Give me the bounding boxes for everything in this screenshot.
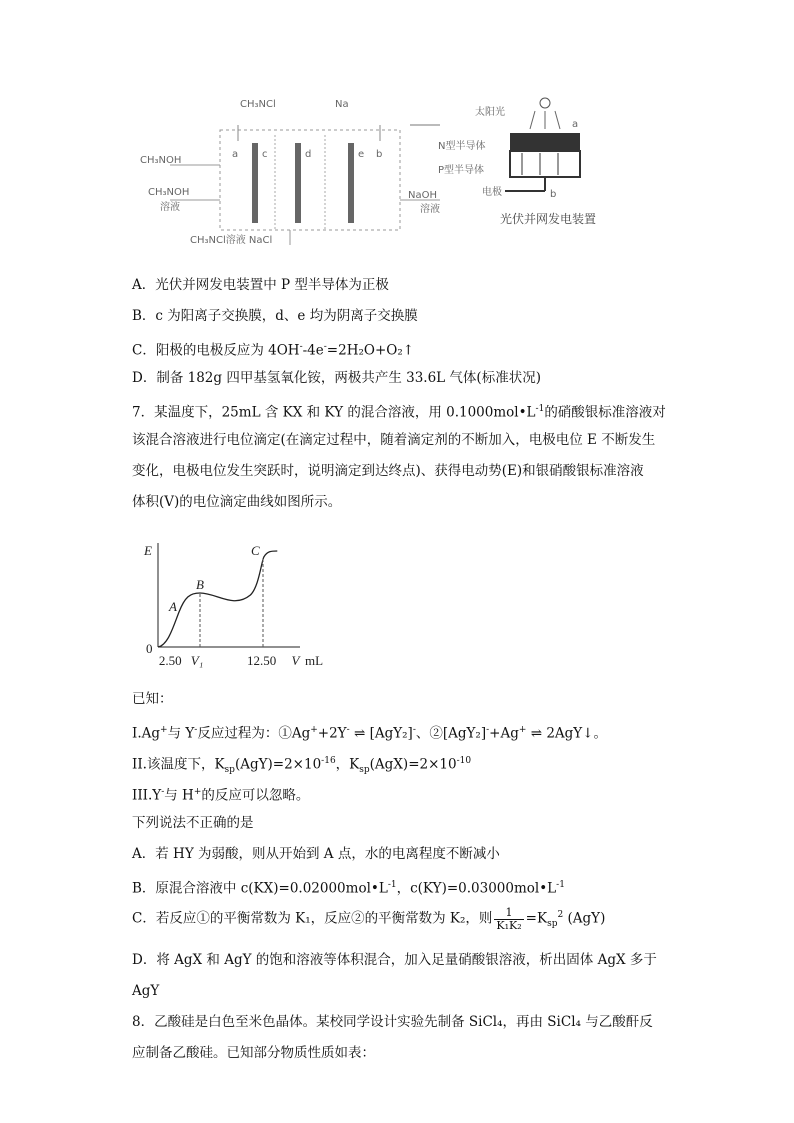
point-label-b: B — [196, 577, 204, 592]
q8-line-1: 8．乙酸硅是白色至米色晶体。某校同学设计实验先制备 SiCl₄，再由 SiCl₄ 与乙酸酐反 — [132, 1014, 653, 1030]
fig1-right-sub-label: 溶液 — [420, 204, 440, 215]
known-1-a: I.Ag — [132, 725, 161, 742]
known-1-s4: - — [346, 725, 350, 735]
q6-option-c-post: =2H₂O+O₂↑ — [326, 342, 415, 359]
tick-label-12-50: 12.50 — [247, 653, 277, 668]
q7-line-4: 体积(V)的电位滴定曲线如图所示。 — [132, 494, 342, 510]
q6-option-b: B．c 为阳离子交换膜，d、e 均为阴离子交换膜 — [132, 308, 418, 324]
q7-c-sup: 2 — [557, 910, 564, 920]
q7-option-d-line-2: AgY — [132, 983, 160, 999]
known-3-b: 与 H — [164, 787, 194, 804]
known-1-s3: + — [310, 725, 318, 735]
q6-option-c-pre: C．阳极的电极反应为 4OH — [132, 342, 300, 359]
known-1-s7: + — [518, 725, 527, 735]
known-1-g: +Ag — [489, 725, 519, 742]
q7-stem: 下列说法不正确的是 — [132, 815, 254, 831]
known-item-1 — [132, 721, 607, 743]
origin-label: 0 — [146, 641, 153, 656]
fig1-membrane-c: c — [262, 149, 268, 160]
y-axis-label: E — [144, 543, 152, 558]
known-item-3 — [132, 783, 309, 805]
known-2-sup2: -10 — [456, 756, 472, 766]
q6-option-c-mid: -4e — [302, 342, 324, 359]
q7-option-d-line-1: D．将 AgX 和 AgY 的饱和溶液等体积混合，加入足量硝酸银溶液，析出固体 AgX 多于 — [132, 952, 657, 968]
pv-n-semiconductor-label: N型半导体 — [438, 141, 486, 152]
known-1-b: 与 Y — [167, 725, 195, 742]
pv-p-semiconductor-label: P型半导体 — [438, 165, 485, 176]
known-2-sub2: sp — [359, 765, 370, 776]
point-label-c: C — [251, 543, 260, 558]
q7-b-pre: B．原混合溶液中 c(KX)=0.02000mol•L — [132, 880, 388, 897]
electrolysis-figure — [140, 95, 620, 255]
q6-option-c — [132, 338, 414, 360]
q7-c-post: (AgY) — [563, 910, 606, 927]
tick-label-2-50: 2.50 — [158, 653, 182, 668]
known-1-eq2: ⇌ — [526, 725, 547, 742]
q7-b-sup2: -1 — [556, 880, 565, 890]
q6-option-c-sup: - — [299, 342, 303, 352]
fig1-left-upper-label: CH₃NOH — [140, 155, 182, 166]
known-item-2 — [132, 752, 471, 779]
known-1-s2: - — [194, 725, 198, 735]
q7-c-num: 1 — [494, 907, 523, 920]
q7-c-pre: C．若反应①的平衡常数为 K₁，反应②的平衡常数为 K₂，则 — [132, 910, 493, 927]
fig1-membrane-d: d — [305, 149, 312, 160]
fig1-left-lower-label: CH₃NOH — [148, 187, 190, 198]
known-2-sup1: -16 — [321, 756, 336, 766]
q7-c-fraction — [494, 907, 523, 932]
x-axis-label: V — [291, 653, 300, 668]
q7-line-3: 变化，电极电位发生突跃时，说明滴定到达终点)、获得电动势(E)和银硝酸银标准溶液 — [132, 463, 644, 479]
pv-pin-b: b — [550, 189, 557, 200]
fig1-electrode-a: a — [232, 149, 239, 160]
fig1-right-label: NaOH — [408, 190, 437, 201]
known-1-s5: - — [412, 725, 416, 735]
known-title: 已知： — [132, 691, 173, 707]
known-1-s1: + — [160, 725, 168, 735]
q7-line-1-post: 的硝酸银标准溶液对 — [544, 404, 666, 421]
q8-line-2: 应制备乙酸硅。已知部分物质性质如表： — [132, 1045, 375, 1061]
fig1-bottom-label: CH₃NCl溶液 NaCl — [190, 235, 273, 246]
fig1-membrane-e: e — [358, 149, 365, 160]
fig1-electrode-b: b — [376, 149, 383, 160]
pv-electrode-label: 电极 — [482, 187, 502, 198]
q6-option-c-sup2: - — [323, 342, 327, 352]
known-2-sub1: sp — [224, 765, 235, 776]
fig1-top-right-label: Na — [335, 99, 349, 110]
q7-b-sup1: -1 — [387, 880, 397, 890]
q7-option-b — [132, 876, 565, 898]
known-3-c: 的反应可以忽略。 — [201, 787, 310, 804]
known-3-s2: + — [193, 787, 202, 797]
pv-pin-a: a — [572, 119, 579, 130]
known-1-e: [AgY₂] — [369, 725, 413, 742]
q7-c-den: K₁K₂ — [496, 918, 522, 932]
known-1-f: 、②[AgY₂] — [415, 725, 487, 742]
q7-c-eq: =K — [525, 910, 548, 927]
point-label-a: A — [169, 599, 177, 614]
tick-label-v1: V₁ — [190, 653, 204, 668]
titration-curve-chart — [140, 535, 340, 675]
q7-line-2: 该混合溶液进行电位滴定(在滴定过程中，随着滴定剂的不断加入，电极电位 E 不断发生 — [132, 432, 656, 448]
known-1-eq1: ⇌ — [349, 725, 370, 742]
known-3-a: III.Y — [132, 787, 162, 804]
q7-option-a: A．若 HY 为弱酸，则从开始到 A 点，水的电离程度不断减小 — [132, 846, 500, 862]
known-2-c: ，K — [335, 756, 360, 773]
sun-icon — [540, 98, 550, 108]
known-3-s1: - — [161, 787, 165, 797]
known-2-a: II.该温度下，K — [132, 756, 225, 773]
q6-option-a: A．光伏并网发电装置中 P 型半导体为正极 — [132, 277, 389, 293]
electrolysis-cell — [140, 99, 440, 246]
q7-line-1-pre: 7．某温度下，25mL 含 KX 和 KY 的混合溶液，用 0.1000mol•L — [132, 404, 536, 421]
known-1-c: 反应过程为：①Ag — [197, 725, 311, 742]
fig1-top-label: CH₃NCl — [240, 99, 276, 110]
known-2-b: (AgY)=2×10 — [234, 756, 322, 773]
q6-option-d: D．制备 182g 四甲基氢氧化铵，两极共产生 33.6L 气体(标准状况) — [132, 370, 541, 386]
q7-line-1-sup: -1 — [535, 404, 545, 414]
known-1-h: 2AgY↓。 — [546, 725, 608, 742]
x-axis-unit: mL — [305, 653, 324, 668]
pv-caption: 光伏并网发电装置 — [500, 212, 597, 226]
pv-sunlight-label: 太阳光 — [475, 107, 505, 118]
known-2-d: (AgX)=2×10 — [369, 756, 457, 773]
known-1-s6: - — [486, 725, 490, 735]
q7-c-sub: sp — [547, 919, 558, 930]
q7-option-c — [132, 906, 605, 933]
fig1-left-sub-label: 溶液 — [160, 202, 180, 213]
q7-b-mid: ，c(KY)=0.03000mol•L — [396, 880, 557, 897]
q7-line-1 — [132, 400, 666, 422]
known-1-d: +2Y — [317, 725, 347, 742]
